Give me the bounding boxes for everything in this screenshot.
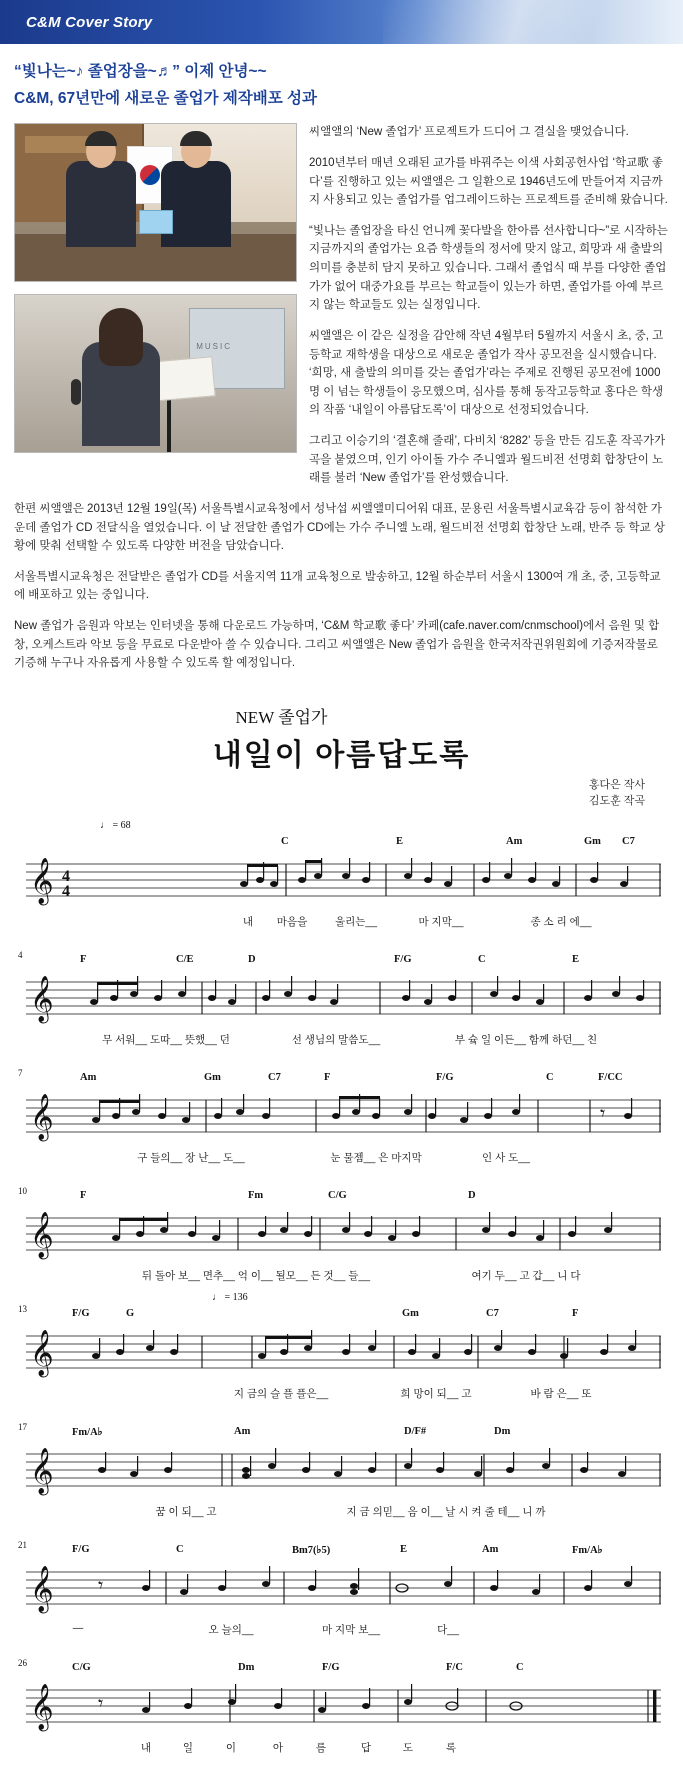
lyric-row [16,1032,667,1050]
tempo-marking: ♩ = 68 [100,819,131,831]
chord-symbol: C/G [72,1661,91,1673]
lyric-syllable: 다__ [437,1623,459,1636]
svg-text:𝄾: 𝄾 [600,1102,606,1125]
chord-symbol: Fm/A♭ [72,1426,103,1438]
staff [16,1676,667,1738]
lyric-syllable: — [72,1621,84,1634]
sheet-music [0,685,683,1784]
tempo-marking: ♩ = 136 [212,1291,248,1303]
chord-symbol: C7 [486,1307,499,1319]
chord-symbol: Gm [584,835,601,847]
lyric-syllable: 록 [445,1741,457,1754]
score-system [16,1174,667,1286]
chord-symbol: F/G [394,953,412,965]
staff [16,1558,667,1620]
lyric-row [16,1150,667,1168]
article-paragraph: 서울특별시교육청은 전달받은 졸업가 CD를 서울지역 11개 교육청으로 발송하고, 12월 하순부터 서울시 1300여 개 초, 중, 고등학교에 배포하고 있는 중입니다. [14,570,661,602]
headline-line-2: C&M, 67년만에 새로운 졸업가 제작배포 성과 [14,90,317,108]
score-credits [16,778,667,810]
chord-symbol: E [400,1543,408,1555]
lyric-syllable: 아 [272,1741,284,1754]
svg-text:𝄞: 𝄞 [30,857,54,903]
lyric-syllable: 바 람 은__ 또 [530,1387,592,1400]
chord-symbol: F [572,1307,579,1319]
lyric-syllable: 부 슠 일 이든__ 함께 하던__ 친 [454,1033,598,1046]
chord-symbol: F/CC [598,1071,623,1083]
staff [16,1322,667,1384]
svg-text:𝄞: 𝄞 [30,1329,54,1375]
lyric-syllable: 인 사 도__ [482,1151,530,1164]
lyric-syllable: 내 [140,1741,152,1754]
chord-symbol: Am [506,835,523,847]
lyric-syllable: 지 금의 슬 플 플은__ [233,1387,329,1400]
staff [16,850,667,912]
chord-symbol: Am [482,1543,499,1555]
headline-block [0,44,683,113]
staff [16,1086,667,1148]
chord-symbol: C/G [328,1189,347,1201]
article-paragraph: 씨앨앨의 ‘New 졸업가’ 프로젝트가 드디어 그 결실을 맺었습니다. [309,126,629,139]
chord-row [16,1662,667,1676]
chord-row [16,1190,667,1204]
photo-column [14,123,297,465]
score-header [16,703,667,774]
measure-number: 21 [18,1539,27,1550]
staff [16,968,667,1030]
chord-symbol: F/G [72,1543,90,1555]
chord-symbol: Gm [204,1071,221,1083]
chord-symbol: C7 [268,1071,281,1083]
measure-number: 13 [18,1303,27,1314]
svg-text:4: 4 [62,882,70,900]
lyric-syllable: 뒤 돌아 보__ 면추__ 억 이__ 될모__ 든 것__ 들__ [141,1269,371,1282]
svg-text:𝄞: 𝄞 [30,1447,54,1493]
chord-symbol: C7 [622,835,635,847]
chord-symbol: C/E [176,953,194,965]
svg-text:𝄞: 𝄞 [30,1565,54,1611]
article-paragraph: 씨앨앨은 이 같은 실정을 감안해 작년 4월부터 5월까지 서울시 초, 중, 고등학교 재학생을 대상으로 새로운 졸업가 작사 공모전을 실시했습니다. ‘희망, 새 출발의 의미를 갖는 졸업가’라는 주제로 진행된 공모전에 1000명 이 넘는 학생들이 응모했으며, 심사를 통해 동작고등학교 홍다은 학생의 작품 ‘내일이 아름답도록’이 대상으로 선정되었습니다. [309,329,664,417]
lyric-row [16,1740,667,1758]
article-paragraph: 2010년부터 매년 오래된 교가를 바꿔주는 이색 사회공헌사업 ‘학교歌 좋다’를 진행하고 있는 씨앨앨은 그 일환으로 1946년도에 만들어져 지금까지 사용되고 있는 졸업가를 업그레이드하는 프로젝트를 준비해 왔습니다. [309,156,668,207]
lyric-syllable: 마 지막__ [418,915,464,928]
score-system [16,1056,667,1168]
chord-symbol: F [324,1071,331,1083]
chord-symbol: C [176,1543,184,1555]
measure-number: 26 [18,1657,27,1668]
score-title: 내일이 아름답도록 [212,738,471,772]
page-header-banner [0,0,683,44]
chord-symbol: E [396,835,404,847]
chord-symbol: F/G [72,1307,90,1319]
lyricist-credit: 홍다은 작사 [588,778,645,791]
chord-symbol: Fm/A♭ [572,1544,603,1556]
chord-symbol: Dm [238,1661,255,1673]
chord-symbol: D/F# [404,1425,427,1437]
lyric-row [16,1504,667,1522]
banner-title: C&M Cover Story [26,13,153,31]
svg-text:𝄞: 𝄞 [30,1683,54,1729]
score-system [16,1528,667,1640]
lyric-row [16,1622,667,1640]
measure-number: 17 [18,1421,27,1432]
lyric-row [16,914,667,932]
chord-row [16,1544,667,1558]
lyric-syllable: 마 지막 보__ [321,1623,381,1636]
lyric-syllable: 내 [242,915,254,928]
lyric-syllable: 여기 두__ 고 갑__ 니 다 [471,1269,581,1282]
chord-symbol: Dm [494,1425,511,1437]
score-system [16,1292,667,1404]
chord-symbol: F/C [446,1661,463,1673]
article-paragraph: New 졸업가 음원과 악보는 인터넷을 통해 다운로드 가능하며, ‘C&M 학교歌 좋다’ 카페(cafe.naver.com/cnmschool)에서 음원 및 합창, 오케스트라 악보 등을 무료로 다운받아 쓸 수 있습니다. 그리고 씨앨앨은 New 졸업가 음원을 한국저작권위원회에 기증저작물로 기증해 누구나 자유롭게 사용할 수 있도록 할 예정입니다. [14,620,660,670]
chord-row [16,1072,667,1086]
chord-row [16,1308,667,1322]
office-handshake-photo [14,123,297,282]
lyric-syllable: 도 [402,1741,414,1754]
article-body [0,113,683,685]
microphone-icon [71,379,81,405]
lyric-syllable: 름 [315,1741,327,1754]
recording-studio-photo [14,294,297,453]
lyric-row [16,1386,667,1404]
score-label-new: NEW 졸업가 [235,707,328,727]
composer-credit: 김도훈 작곡 [588,794,645,807]
chord-symbol: C [281,835,289,847]
article-paragraph: “빛나는 졸업장을 타신 언니께 꽃다발을 한아름 선사합니다~”로 시작하는 지금까지의 졸업가는 요즘 학생들의 정서에 맞지 않고, 희망과 새 출발의 의미를 충분히 담지 못하고 있습니다. 그래서 졸업식 때 부를 다양한 졸업가가 없어 대중가요를 부르는 학교들이 있는가 하면, 졸업가를 아예 부르지 않는 학교들도 있는 실정입니다. [309,224,668,312]
chord-symbol: F [80,953,87,965]
lyric-syllable: 울리는__ [334,915,378,928]
lyric-syllable: 희 망이 되__ 고 [400,1387,472,1400]
chord-row [16,1426,667,1440]
score-system [16,938,667,1050]
chord-symbol: Fm [248,1189,264,1201]
article-paragraph: 한편 씨앨앨은 2013년 12월 19일(목) 서울특별시교육청에서 성낙섭 씨앨앨미디어워 대표, 문용린 서울특별시교육감 등이 참석한 가운데 졸업가 CD 전달식을 열었습니다. 이 날 전달한 졸업가 CD에는 가수 주니엘 노래, 월드비전 선명회 합창단 노래, 반주 등 학교 상황에 맞춰 선택할 수 있도록 다양한 버전을 담았습니다. [14,502,666,553]
chord-row [16,836,667,850]
chord-symbol: Bm7(♭5) [292,1544,331,1556]
chord-symbol: F/G [322,1661,340,1673]
lyric-syllable: 눈 물젬__ 은 마지막 [330,1151,422,1164]
lyric-syllable: 마음을 [276,915,308,928]
lyric-syllable: 이 [225,1741,237,1754]
chord-symbol: Am [234,1425,251,1437]
lyric-syllable: 종 소 리 에__ [530,915,592,928]
score-system [16,1646,667,1758]
svg-text:𝄾: 𝄾 [98,1692,104,1715]
score-system [16,1410,667,1522]
score-system [16,820,667,932]
lyric-row [16,1268,667,1286]
measure-number: 10 [18,1185,27,1196]
chord-symbol: C [478,953,486,965]
svg-text:𝄞: 𝄞 [30,1211,54,1257]
chord-symbol: Gm [402,1307,419,1319]
lyric-syllable: 무 서워__ 도따__ 뜻했__ 던 [102,1033,230,1046]
lyric-syllable: 선 생님의 말씀도__ [291,1033,381,1046]
chord-symbol: Am [80,1071,97,1083]
chord-row [16,954,667,968]
lyric-syllable: 일 [182,1741,194,1754]
lyric-syllable: 꿈 이 되__ 고 [155,1505,217,1518]
chord-symbol: E [572,953,580,965]
article-paragraph: 그리고 이승기의 ‘결혼해 줄래’, 다비치 ‘8282’ 등을 만든 김도훈 작곡가가 곡을 붙였으며, 인기 아이돌 가수 주니엘과 월드비전 선명회 합창단이 노래를 불러 ‘New 졸업가’를 완성했습니다. [309,435,666,485]
headline-line-1: “빛나는~♪ 졸업장을~♬” 이제 안녕~~ [14,63,267,80]
chord-symbol: C [516,1661,524,1673]
measure-number: 7 [18,1067,23,1078]
chord-symbol: F/G [436,1071,454,1083]
chord-symbol: C [546,1071,554,1083]
staff [16,1204,667,1266]
lyric-syllable: 오 늘의__ [208,1623,254,1636]
chord-symbol: G [126,1307,135,1319]
chord-symbol: D [248,953,256,965]
chord-symbol: F [80,1189,87,1201]
svg-text:𝄞: 𝄞 [30,975,54,1021]
svg-text:4: 4 [62,867,70,885]
chord-symbol: D [468,1189,476,1201]
svg-text:𝄾: 𝄾 [98,1574,104,1597]
lyric-syllable: 답 [360,1741,372,1754]
svg-text:𝄞: 𝄞 [30,1093,54,1139]
measure-number: 4 [18,949,23,960]
staff [16,1440,667,1502]
lyric-syllable: 구 들의__ 장 난__ 도__ [137,1151,245,1164]
lyric-syllable: 지 금 의믿__ 음 이__ 날 시 켜 줄 테__ 니 까 [346,1505,546,1518]
